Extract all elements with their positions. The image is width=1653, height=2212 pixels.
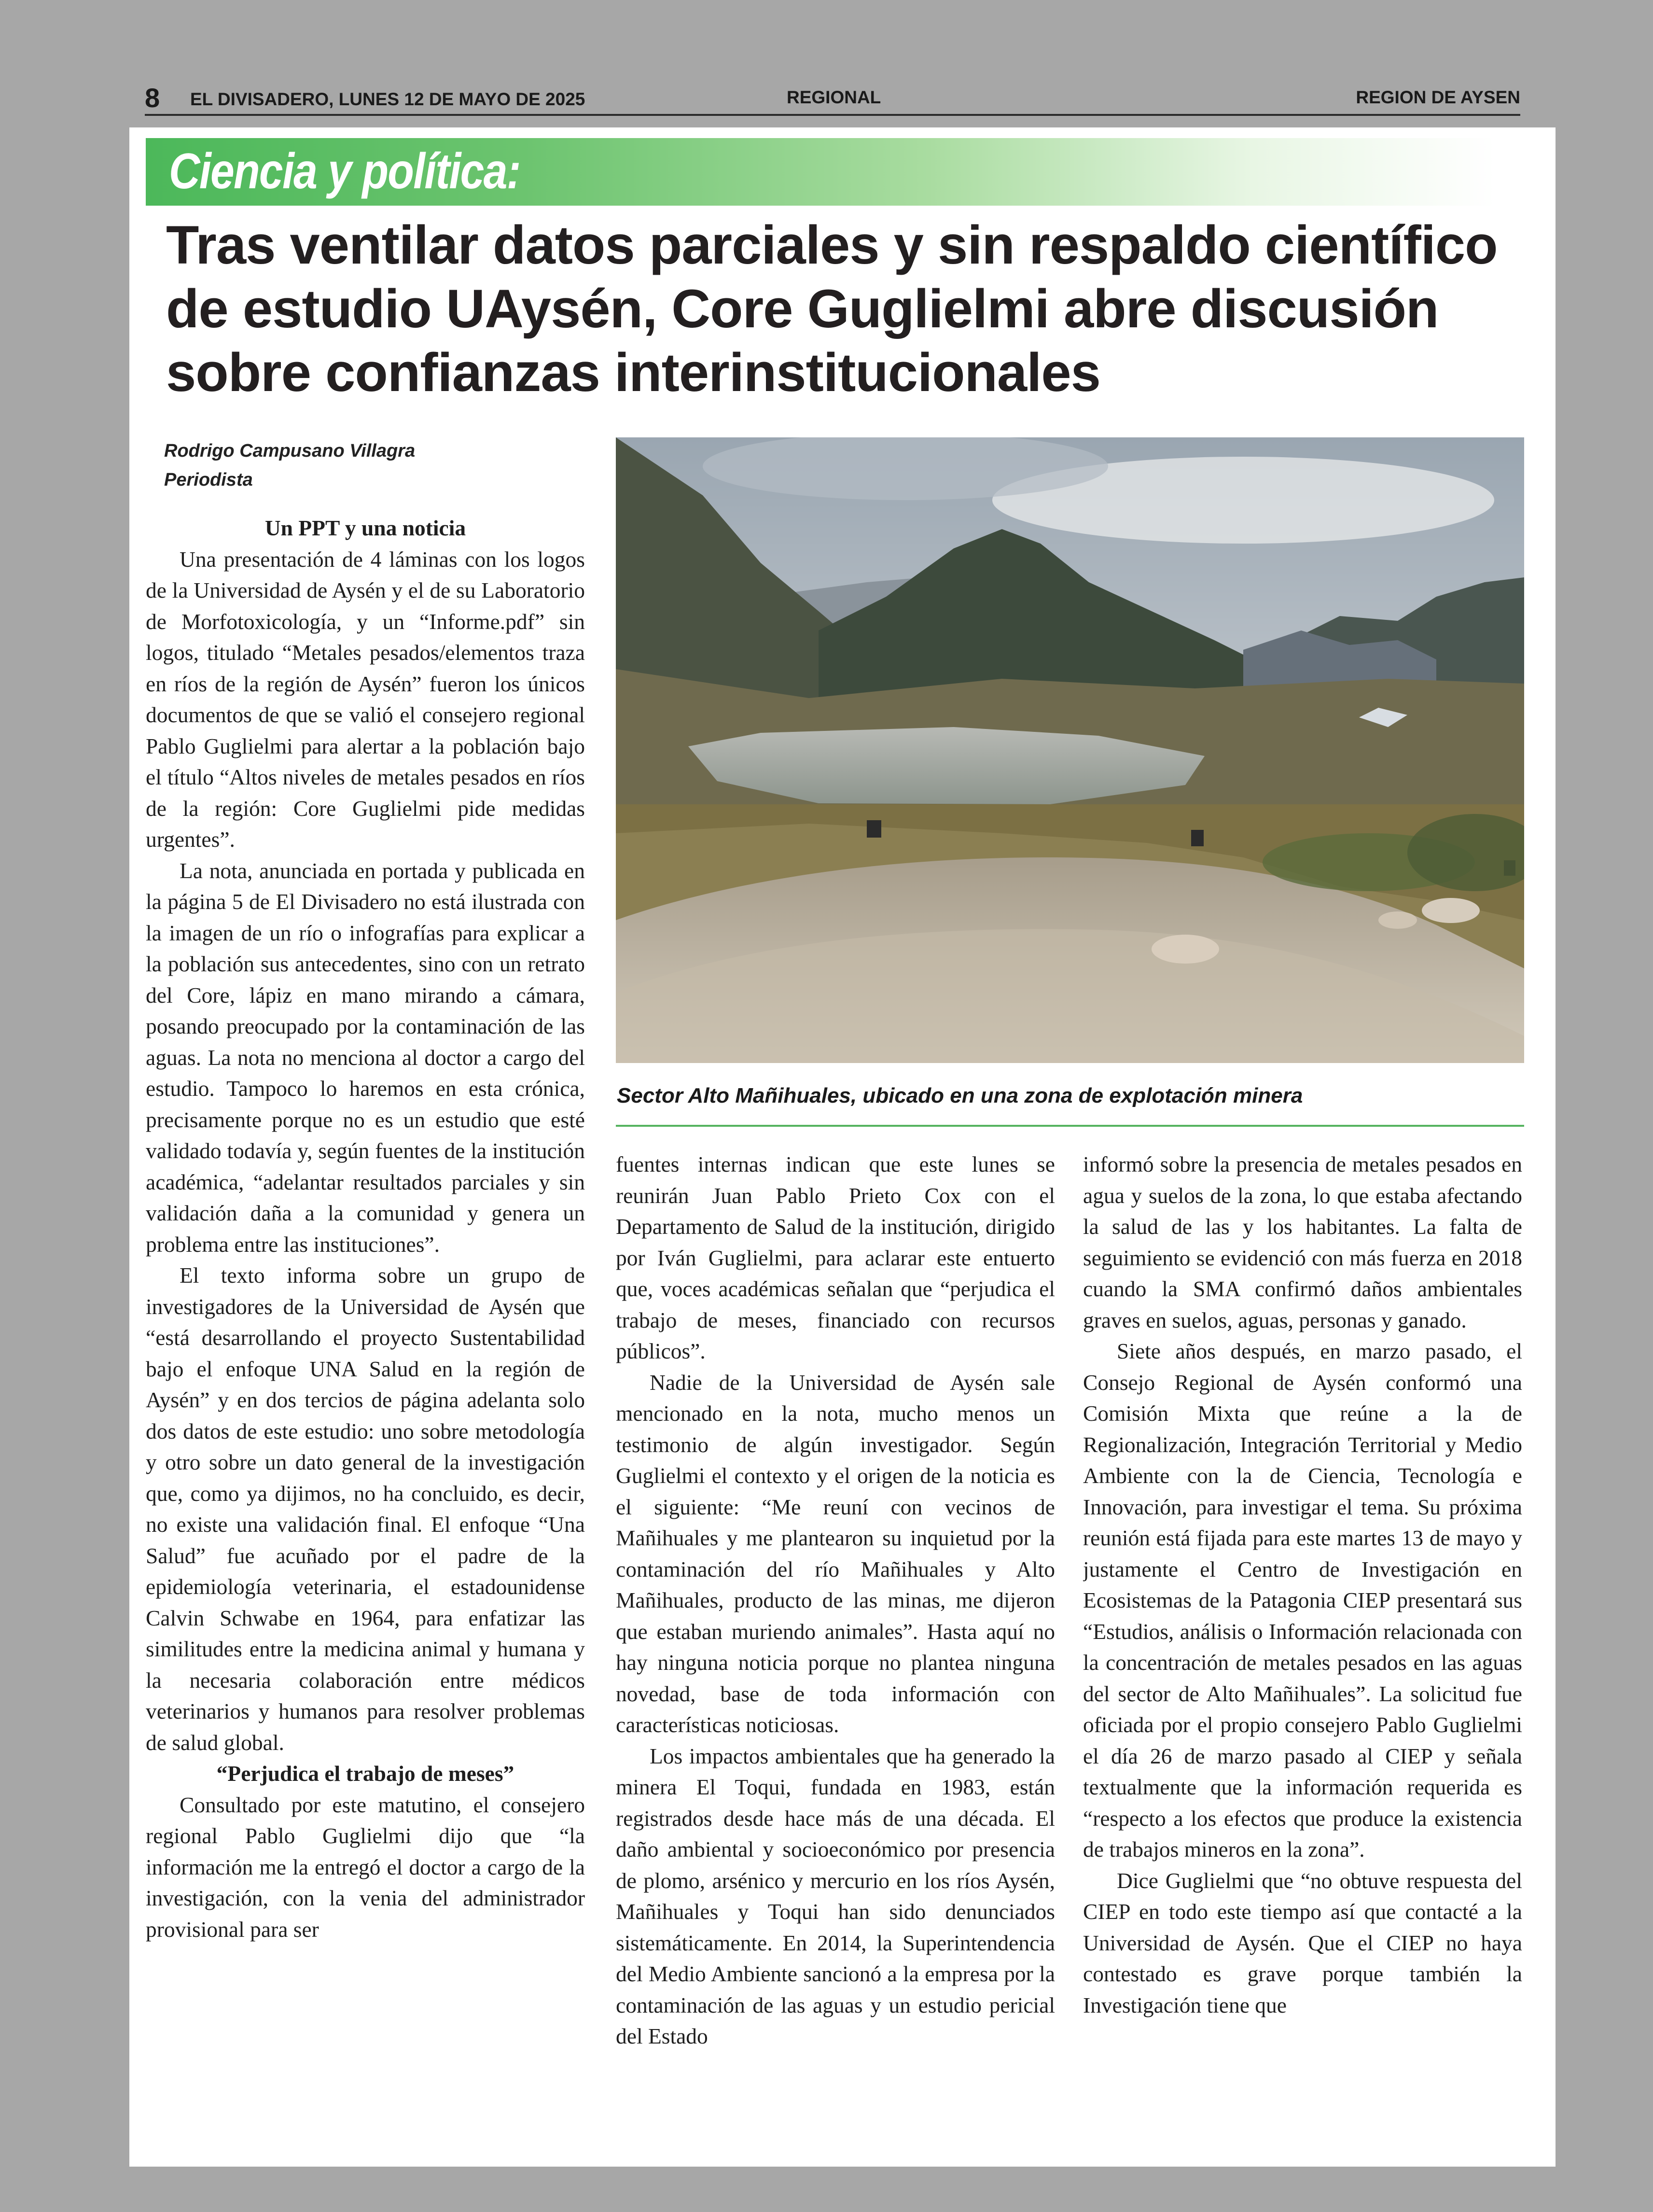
paragraph: Consultado por este matutino, el consejero regional Pablo Guglielmi dijo que “la información me la entregó el doctor a cargo de la investigación, con la venia del administrador provisional para ser <box>146 1792 585 1942</box>
paragraph: La nota, anunciada en portada y publicada en la página 5 de El Divisadero no está ilustrada con la imagen de un río o infografías para explicar a la población sus antecedentes, sino con un retrato del Core, lápiz en mano mirando a cámara, posando preocupado por la contaminación de las aguas. La nota no menciona al doctor a cargo del estudio. Tampoco lo haremos en esta crónica, precisamente porque no es un estudio que esté validado todavía y, según fuentes de la institución académica, “adelantar resultados parciales y sin validación daña a la comunidad y genera un problema entre las instituciones”. <box>146 858 585 1257</box>
subhead-ppt: Un PPT y una noticia <box>264 516 466 540</box>
landscape-photo <box>616 437 1524 1063</box>
byline <box>164 436 415 494</box>
paragraph: informó sobre la presencia de metales pesados en agua y suelos de la zona, lo que estaba afectando la salud de las y los habitantes. La falta de seguimiento se evidenció con más fuerza en 2018 cuando la SMA confirmó daños ambientales graves en suelos, aguas, personas y ganado. <box>1083 1152 1522 1332</box>
byline-role: Periodista <box>164 470 253 490</box>
subhead-perjudica: “Perjudica el trabajo de meses” <box>216 1761 514 1786</box>
article-column-2 <box>616 1149 1055 2212</box>
paragraph: Siete años después, en marzo pasado, el Consejo Regional de Aysén conformó una Comisión Mixta que reúne a la de Regionalización, Integración Territorial y Medio Ambiente con la de Ciencia, Tecnología e Innovación, para investigar el tema. Su próxima reunión está fijada para este martes 13 de mayo y justamente el Centro de Investigación en Ecosistemas de la Patagonia CIEP presentará sus “Estudios, análisis o Información relacionada con la concentración de metales pesados en las aguas del sector de Alto Mañihuales”. La solicitud fue oficiada por el propio consejero Pablo Guglielmi el día 26 de marzo pasado al CIEP y señala textualmente que la información requerida es “respecto a los efectos que produce la existencia de trabajos mineros en la zona”. <box>1083 1339 1522 1862</box>
paragraph: fuentes internas indican que este lunes se reunirán Juan Pablo Prieto Cox con el Departamento de Salud de la institución, dirigido por Iván Guglielmi, para aclarar este entuerto que, voces académicas señalan que “perjudica el trabajo de meses, financiado con recursos públicos”. <box>616 1152 1055 1363</box>
section-name: REGIONAL <box>787 87 881 107</box>
kicker-banner <box>146 138 1495 206</box>
headline: Tras ventilar datos parciales y sin respaldo científico de estudio UAysén, Core Guglielmi abre discusión sobre confianzas interinstitucionales <box>166 215 1498 403</box>
publication-date: EL DIVISADERO, LUNES 12 DE MAYO DE 2025 <box>190 89 585 109</box>
paragraph: Una presentación de 4 láminas con los logos de la Universidad de Aysén y el de su Laboratorio de Morfotoxicología, y un “Informe.pdf” sin logos, titulado “Metales pesados/elementos traza en ríos de la región de Aysén” fueron los únicos documentos de que se valió el consejero regional Pablo Guglielmi para alertar a la población bajo el título “Altos niveles de metales pesados en ríos de la región: Core Guglielmi pide medidas urgentes”. <box>146 546 585 852</box>
paragraph: Nadie de la Universidad de Aysén sale mencionado en la nota, mucho menos un testimonio de algún investigador. Según Guglielmi el contexto y el origen de la noticia es el siguiente: “Me reuní con vecinos de Mañihuales y me plantearon su inquietud por la contaminación del río Mañihuales y Alto Mañihuales, producto de las minas, me dijeron que estaban muriendo animales”. Hasta aquí no hay ninguna noticia porque no plantea ninguna novedad, base de toda información con características noticiosas. <box>616 1370 1055 1737</box>
article-column-3 <box>1083 1149 1522 2212</box>
caption-rule <box>616 1125 1524 1127</box>
paragraph: Los impactos ambientales que ha generado la minera El Toqui, fundada en 1983, están registrados desde hace más de una década. El daño ambiental y socioeconómico por presencia de plomo, arsénico y mercurio en los ríos Aysén, Mañihuales y Toqui han sido denunciados sistemáticamente. En 2014, la Superintendencia del Medio Ambiente sancionó a la empresa por la contaminación de las aguas y un estudio pericial del Estado <box>616 1743 1055 2048</box>
region-name: REGION DE AYSEN <box>1356 87 1520 107</box>
header-rule <box>145 114 1520 116</box>
article-page <box>129 127 1556 2167</box>
byline-author: Rodrigo Campusano Villagra <box>164 441 416 461</box>
running-header <box>145 83 1520 113</box>
article-column-1 <box>146 513 585 2212</box>
article-photo <box>616 437 1524 1063</box>
paragraph: Dice Guglielmi que “no obtuve respuesta del CIEP en todo este tiempo así que contacté a la Universidad de Aysén. Que el CIEP no haya contestado es grave porque también la Investigación tiene que <box>1083 1868 1522 2017</box>
page-number: 8 <box>145 83 160 113</box>
kicker-text: Ciencia y política: <box>169 143 520 199</box>
photo-caption: Sector Alto Mañihuales, ubicado en una zona de explotación minera <box>617 1084 1303 1107</box>
paragraph: El texto informa sobre un grupo de investigadores de la Universidad de Aysén que “está desarrollando el proyecto Sustentabilidad bajo el enfoque UNA Salud en la región de Aysén” y en dos tercios de página adelanta solo dos datos de este estudio: uno sobre metodología y otro sobre un dato general de la investigación que, como ya dijimos, no ha concluido, es decir, no existe una validación final. El enfoque “Una Salud” fue acuñado por el padre de la epidemiología veterinaria, el estadounidense Calvin Schwabe en 1964, para enfatizar las similitudes entre la medicina animal y humana y la necesaria colaboración entre médicos veterinarios y humanos para resolver problemas de salud global. <box>146 1263 585 1755</box>
